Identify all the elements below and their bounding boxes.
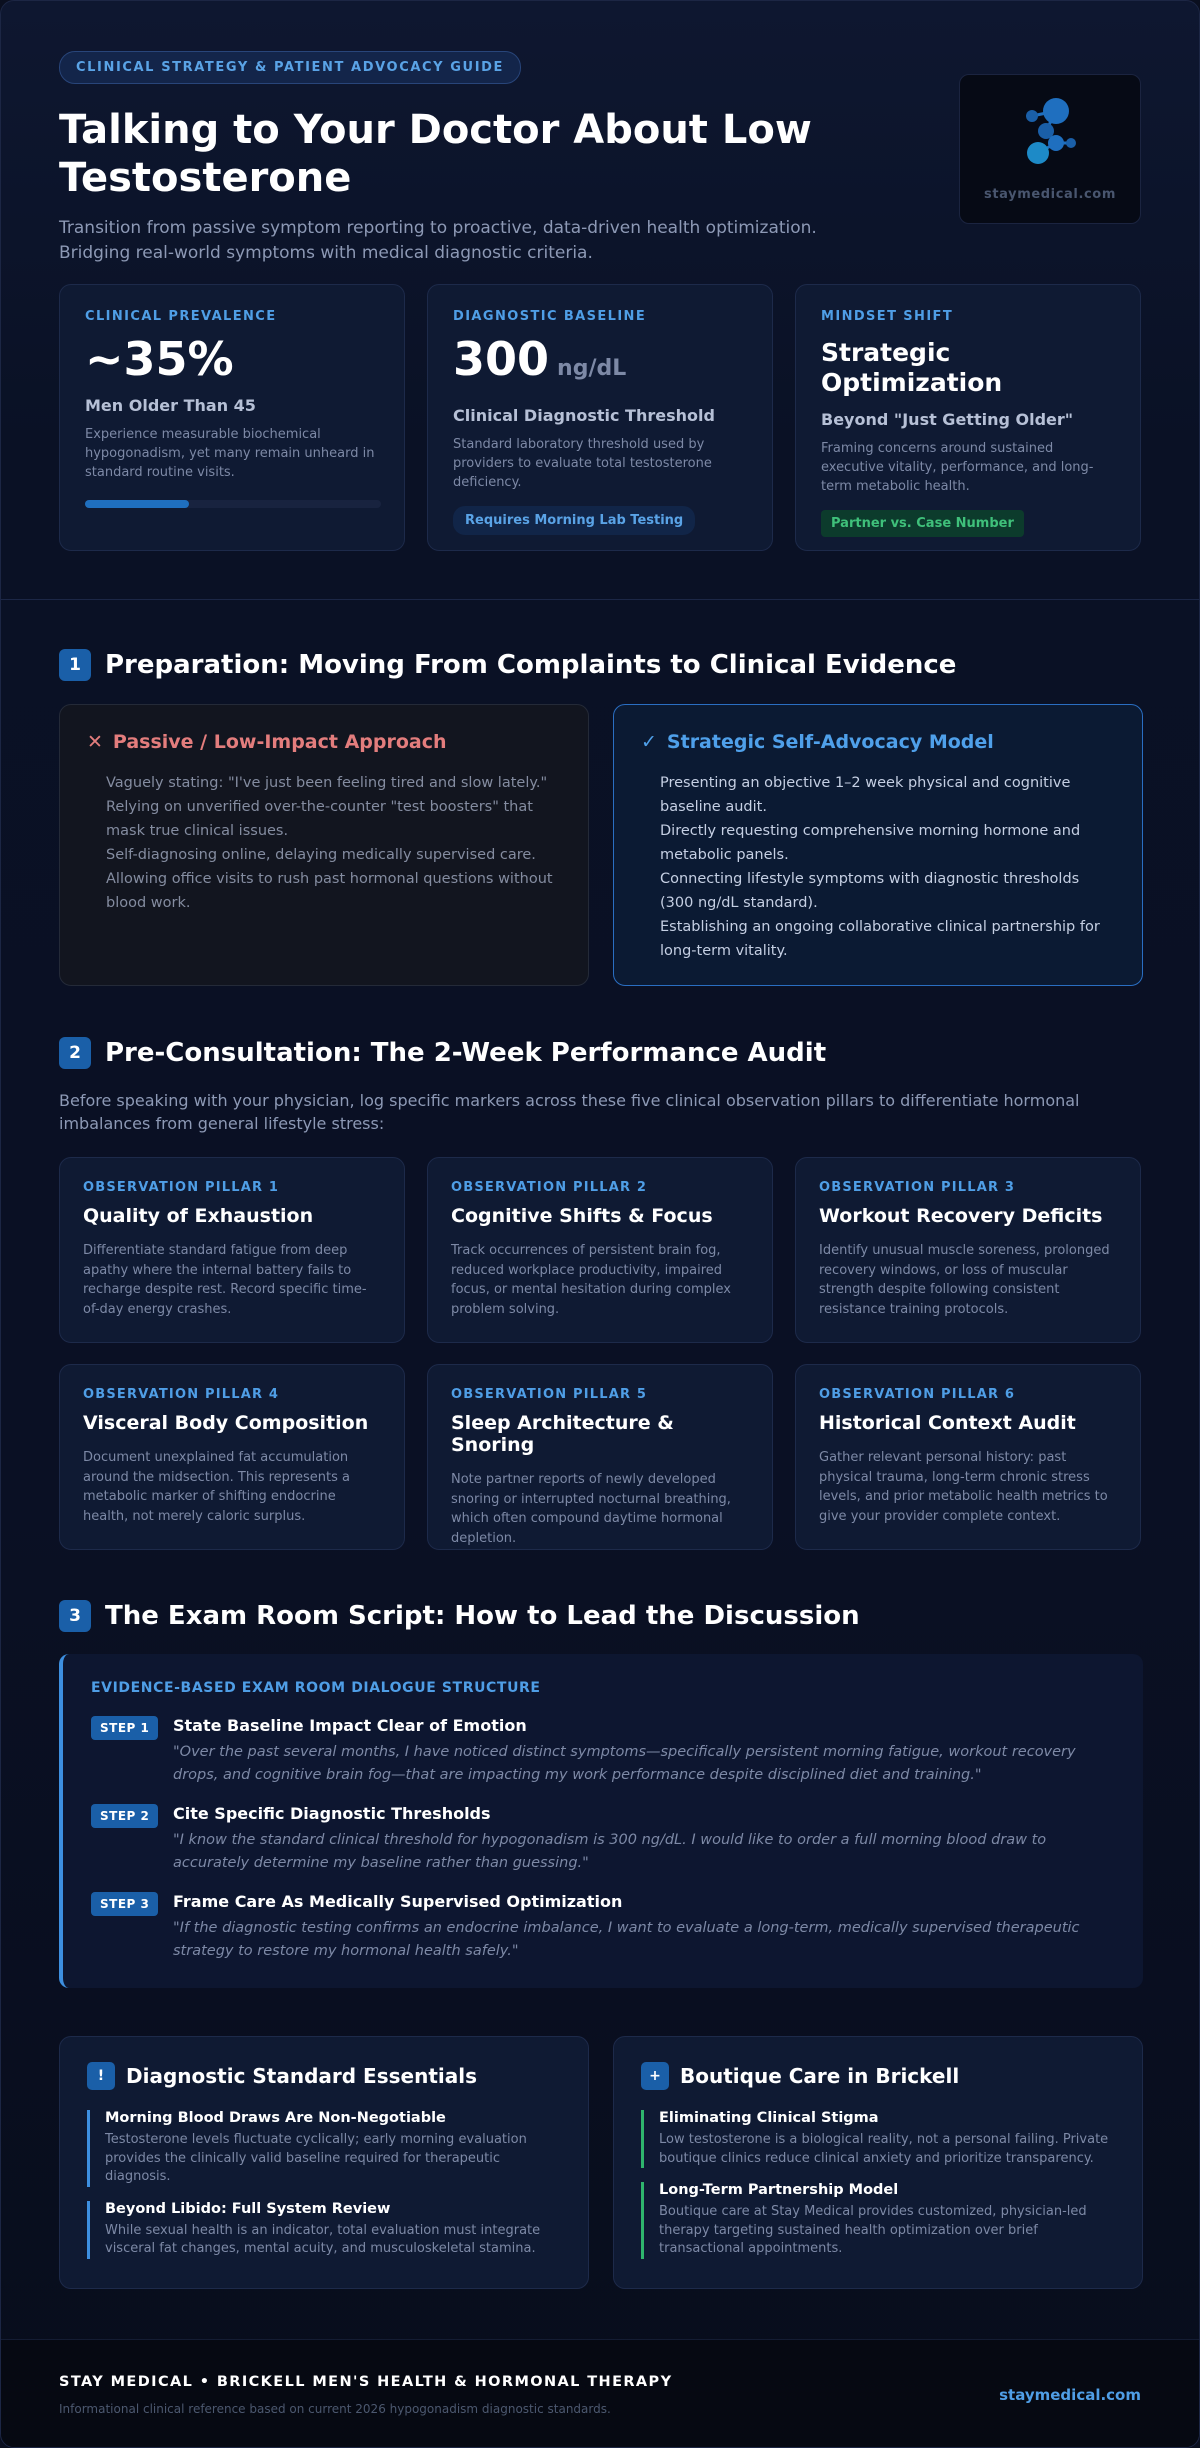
logo-box [959,74,1141,224]
section-title: The Exam Room Script: How to Lead the Discussion [105,1601,860,1631]
card-heading [641,2062,1115,2090]
stat-value: 300 [453,332,550,386]
pillar-description: Document unexplained fat accumulation around the midsection. This represents a metabolic marker of shifting endocrine health, not merely caloric surplus. [83,1450,350,1524]
item-description: Testosterone levels fluctuate cyclically; early morning evaluation provides the clinically valid baseline required for therapeutic diagnosis. [105,2132,527,2184]
pillar-title: Visceral Body Composition [83,1412,369,1434]
pillar-title: Workout Recovery Deficits [819,1205,1103,1227]
card-title: Diagnostic Standard Essentials [126,2064,477,2088]
pillar-description: Identify unusual muscle soreness, prolonged recovery windows, or loss of muscular strength despite following consistent resistance training protocols. [819,1243,1110,1317]
plus-icon: + [641,2062,669,2090]
pillar-eyebrow: OBSERVATION PILLAR 5 [451,1387,648,1402]
x-mark-icon: ✕ [87,731,103,753]
step-quote: "If the diagnostic testing confirms an endocrine imbalance, I want to evaluate a long-term, medically supervised therapeutic strategy to restore my hormonal health safely." [173,1920,1080,1959]
card-heading [87,731,561,753]
passive-approach-card [59,704,589,986]
step-badge: STEP 1 [91,1716,158,1740]
page-title: Talking to Your Doctor About Low Testosterone [59,107,812,201]
section-3-heading [59,1600,860,1632]
section-1-heading [59,649,956,681]
observation-pillar-1 [59,1157,405,1343]
page-subtitle: Transition from passive symptom reporting to proactive, data-driven health optimization. Bridging real-world symptoms with medical diagnostic criteria. [59,218,817,263]
lab-testing-pill: Requires Morning Lab Testing [453,506,695,535]
essential-item [87,2201,561,2259]
list-item: Directly requesting comprehensive morning hormone and metabolic panels. [660,823,1081,863]
website-link[interactable]: staymedical.com [999,2386,1141,2404]
pillar-eyebrow: OBSERVATION PILLAR 3 [819,1180,1016,1195]
footer-note: Informational clinical reference based on current 2026 hypogonadism diagnostic standards. [59,2402,611,2416]
item-title: Morning Blood Draws Are Non-Negotiable [105,2110,446,2126]
pillar-description: Gather relevant personal history: past physical trauma, long-term chronic stress levels, and prior metabolic health metrics to give your provider complete context. [819,1450,1108,1524]
list-item: Connecting lifestyle symptoms with diagnostic thresholds (300 ng/dL standard). [660,871,1080,911]
stat-value: ~35% [85,332,234,386]
pillar-title: Cognitive Shifts & Focus [451,1205,713,1227]
pillar-description: Note partner reports of newly developed snoring or interrupted nocturnal breathing, which often compound daytime hormonal depletion. [451,1472,731,1546]
list-item: Vaguely stating: "I've just been feeling tired and slow lately." [106,775,548,791]
item-description: Low testosterone is a biological reality, not a personal failing. Private boutique clinics reduce clinical anxiety and prioritize transparency. [659,2132,1109,2166]
essential-item [87,2110,561,2187]
pillar-eyebrow: OBSERVATION PILLAR 4 [83,1387,280,1402]
stat-description: Standard laboratory threshold used by providers to evaluate total testosterone deficiency. [453,437,712,490]
stat-label: Clinical Diagnostic Threshold [453,406,715,425]
item-title: Long-Term Partnership Model [659,2182,899,2198]
stat-eyebrow: MINDSET SHIFT [821,309,954,324]
boutique-care-card [613,2036,1143,2289]
diagnostic-essentials-card [59,2036,589,2289]
item-title: Eliminating Clinical Stigma [659,2110,879,2126]
stat-label: Men Older Than 45 [85,396,256,415]
step-badge: STEP 2 [91,1804,158,1828]
pillar-title: Quality of Exhaustion [83,1205,314,1227]
exam-room-script [59,1654,1143,1988]
stat-card-baseline [427,284,773,551]
boutique-item [641,2110,1115,2168]
stat-value-wrap [453,334,747,394]
pillar-description: Differentiate standard fatigue from deep apathy where the internal battery fails to recharge despite rest. Record specific time-of-day energy crashes. [83,1243,367,1317]
step-quote: "Over the past several months, I have noticed distinct symptoms—specifically persistent morning fatigue, workout recovery drops, and cognitive brain fog—that are impacting my work performance despite disciplined diet and training." [173,1744,1076,1783]
step-title: Cite Specific Diagnostic Thresholds [173,1804,491,1823]
observation-pillar-4 [59,1364,405,1550]
molecule-logo-icon [1016,89,1086,169]
stat-description: Framing concerns around sustained executive vitality, performance, and long-term metabolic health. [821,441,1094,494]
item-title: Beyond Libido: Full System Review [105,2200,391,2217]
pillar-title: Sleep Architecture & Snoring [451,1412,674,1456]
card-heading [641,731,1115,753]
footer-brand: STAY MEDICAL • BRICKELL MEN'S HEALTH & HORMONAL THERAPY [59,2374,673,2390]
page-footer [1,2339,1199,2448]
item-description: Boutique care at Stay Medical provides customized, physician-led therapy targeting sustained health optimization over brief transactional appointments. [659,2204,1087,2256]
boutique-item [641,2182,1115,2259]
strategic-model-card [613,704,1143,986]
observation-pillar-3 [795,1157,1141,1343]
step-title: State Baseline Impact Clear of Emotion [173,1716,527,1735]
stat-value: Strategic Optimization [821,338,1003,397]
step-title: Frame Care As Medically Supervised Optimization [173,1892,623,1911]
stat-description: Experience measurable biochemical hypogonadism, yet many remain unheard in standard routine visits. [85,427,375,480]
pillar-eyebrow: OBSERVATION PILLAR 1 [83,1180,280,1195]
list-item: Establishing an ongoing collaborative clinical partnership for long-term vitality. [660,919,1100,959]
card-title: Strategic Self-Advocacy Model [666,731,994,753]
section-divider [1,599,1199,600]
section-title: Preparation: Moving From Complaints to Clinical Evidence [105,650,957,680]
exclamation-icon: ! [87,2062,115,2090]
stat-eyebrow: CLINICAL PREVALENCE [85,309,277,324]
card-heading [87,2062,561,2090]
section-number-badge: 1 [59,649,91,681]
list-item: Presenting an objective 1–2 week physical and cognitive baseline audit. [660,775,1071,815]
hero-section [1,1,1199,599]
prevalence-progress-bar [85,500,381,508]
list-item: Self-diagnosing online, delaying medically supervised care. [106,847,536,863]
strategic-list [641,771,1115,963]
stat-label: Beyond "Just Getting Older" [821,410,1074,429]
pillar-eyebrow: OBSERVATION PILLAR 2 [451,1180,648,1195]
observation-pillar-2 [427,1157,773,1343]
item-description: While sexual health is an indicator, total evaluation must integrate visceral fat changes, mental acuity, and musculoskeletal stamina. [105,2222,541,2256]
section-title: Pre-Consultation: The 2-Week Performance Audit [105,1038,827,1068]
section-intro: Before speaking with your physician, log specific markers across these five clinical observation pillars to differentiate hormonal imbalances from general lifestyle stress: [59,1091,1080,1133]
check-mark-icon: ✓ [641,731,657,753]
observation-pillar-5 [427,1364,773,1550]
script-eyebrow: EVIDENCE-BASED EXAM ROOM DIALOGUE STRUCTURE [91,1680,541,1696]
stat-unit: ng/dL [557,356,627,381]
logo-text: staymedical.com [984,187,1116,202]
stat-eyebrow: DIAGNOSTIC BASELINE [453,309,647,324]
stat-card-prevalence [59,284,405,551]
guide-tag: CLINICAL STRATEGY & PATIENT ADVOCACY GUIDE [59,51,521,84]
stat-cards [59,284,1141,551]
list-item: Allowing office visits to rush past hormonal questions without blood work. [106,871,553,911]
stat-card-mindset [795,284,1141,551]
pillar-description: Track occurrences of persistent brain fog, reduced workplace productivity, impaired focus, or mental hesitation during complex problem solving. [451,1243,731,1317]
prevalence-progress-fill [85,500,189,508]
card-title: Passive / Low-Impact Approach [112,731,447,753]
section-2-heading [59,1037,826,1069]
pillar-eyebrow: OBSERVATION PILLAR 6 [819,1387,1016,1402]
card-title: Boutique Care in Brickell [680,2064,960,2088]
passive-list [87,771,561,915]
step-badge: STEP 3 [91,1892,158,1916]
list-item: Relying on unverified over-the-counter "test boosters" that mask true clinical issues. [106,799,533,839]
pillar-title: Historical Context Audit [819,1412,1076,1434]
section-number-badge: 3 [59,1600,91,1632]
partner-pill: Partner vs. Case Number [821,510,1024,537]
step-quote: "I know the standard clinical threshold for hypogonadism is 300 ng/dL. I would like to order a full morning blood draw to accurately determine my baseline rather than guessing." [173,1832,1047,1871]
observation-pillar-6 [795,1364,1141,1550]
section-number-badge: 2 [59,1037,91,1069]
